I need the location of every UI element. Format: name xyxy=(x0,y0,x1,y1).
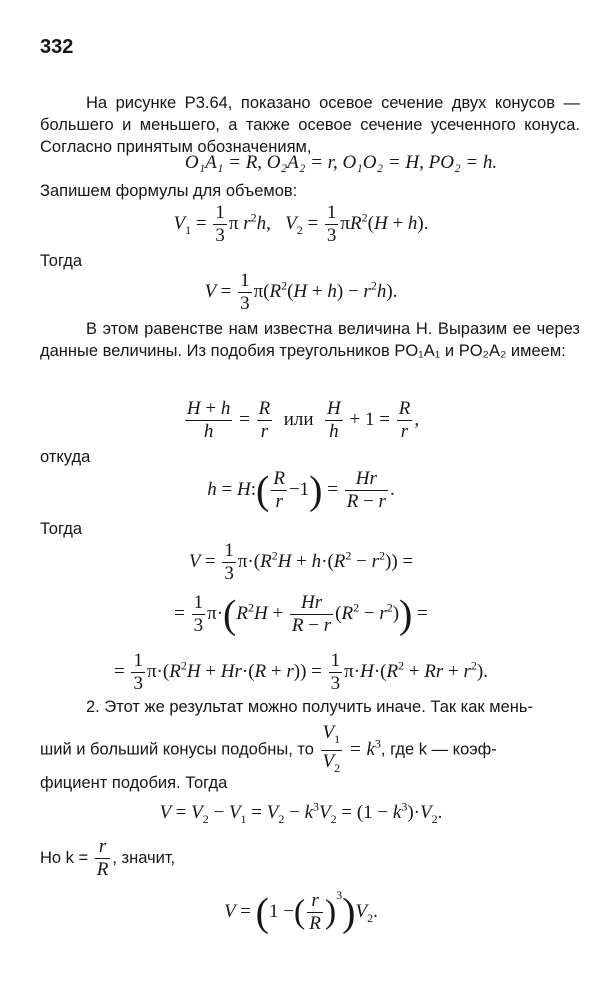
equation-notation xyxy=(40,152,602,174)
paragraph-method-2-line-1: 2. Этот же результат можно получить иначе. Так как мень- xyxy=(86,698,533,716)
paragraph-method-2-line-2: ший и больший конусы подобны, то $\frac{V_1}{V_2}$ = $k^3$, где k — коэф- xyxy=(40,722,497,775)
equation-volume-difference: V = $\frac{1}{3}$ $\pi(R^2(H + h) - r^2h)$. xyxy=(204,270,398,314)
equation-k: $V = V_2 - V_1 = V_2 - k^3V_2 = (1 - k^3)\cdot V_2$. xyxy=(159,800,443,827)
line-no-k-left: Но k = xyxy=(40,848,89,867)
equation-volumes: $V_1$ = $\frac{1}{3}$ π $r^2h$, $V_2$ = $\frac{1}{3}$ $\pi R^2(H + h)$. xyxy=(173,202,429,246)
word-togda-1: Тогда xyxy=(40,252,83,270)
equation-notation-text: O₁A₁ = R, O₂A₂ = r, O₁O₂ = H, PO₂ = h. xyxy=(184,152,498,173)
equation-last: V = (1 −( $\frac{r}{R}$ )$^3)V_2$. xyxy=(224,888,378,935)
line-formulas-intro: Запишем формулы для объемов: xyxy=(40,182,298,200)
word-otkuda: откуда xyxy=(40,448,91,466)
page-number: 332 xyxy=(40,36,74,58)
equation-h: h = H:( $\frac{R}{r}$ −1) = $\frac{Hr}{R - r}$ . xyxy=(207,467,395,513)
method-2-text-right: , где k — коэф- xyxy=(380,740,497,759)
paragraph-intro: На рисунке Р3.64, показано осевое сечение двух конусов — большего и меньшего, а также осевое сечение усеченного конуса. Согласно принятым обозначениям, xyxy=(40,94,580,156)
equation-final-1: V = $\frac{1}{3}$ $\pi\cdot(R^2H + h\cdot(R^2 - r^2))$ = xyxy=(188,540,414,584)
line-no-k-right: , значит, xyxy=(112,848,176,867)
paragraph-method-2-line-3: фициент подобия. Тогда xyxy=(40,774,228,792)
equation-final-2: = $\frac{1}{3}$ $\pi\cdot(R^2H$ + $\frac{Hr}{R - r}$ $(R^2 - r^2)$) = xyxy=(174,591,428,637)
line-no-k: Но k = $\frac{r}{R}$ , значит, xyxy=(40,836,176,880)
equation-final-3: = $\frac{1}{3}$ $\pi\cdot(R^2H + Hr\cdot(R + r))$ = $\frac{1}{3}$ $\pi\cdot H\cdot(R^2 + Rr + r^2)$. xyxy=(113,650,488,694)
method-2-text-left: ший и больший конусы подобны, то xyxy=(40,740,314,759)
paragraph-similarity: В этом равенстве нам известна величина H. Выразим ее через данные величины. Из подобия треугольников PO₁A₁ и PO₂A₂ имеем: xyxy=(40,320,580,360)
equation-similarity: $\frac{H + h}{h}$ = $\frac{R}{r}$ или $\frac{H}{h}$ + 1 = $\frac{R}{r}$ , xyxy=(186,398,420,442)
word-togda-2: Тогда xyxy=(40,520,83,538)
